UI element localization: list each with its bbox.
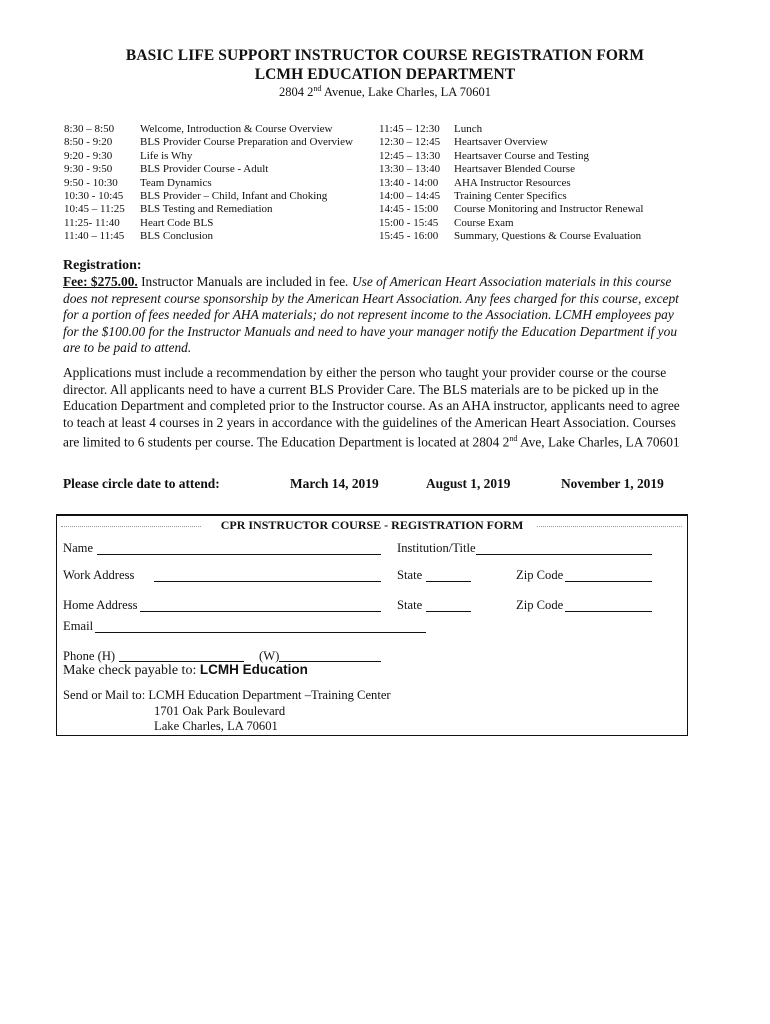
sponsorship-disclaimer: Use of American Heart Association materials in this course does not represent course sponsorship by the American Heart Association. Any fees charged for this course, except for a portion of fees needed for AHA materials; do not represent income to the Association. LCMH employees pay for the $100.00 for the Instructor Manuals and need to have your manager notify the Education Department if you are to be paid to attend. [63, 274, 679, 356]
registration-heading: Registration: [63, 258, 142, 273]
work-zip-label: Zip Code [516, 568, 564, 582]
date-prompt: Please circle date to attend: [63, 476, 220, 491]
schedule-time: 9:30 - 9:50 [64, 163, 113, 176]
payable-line: Make check payable to: LCMH Education [63, 662, 308, 678]
schedule-row [64, 203, 353, 216]
schedule-row [379, 190, 643, 203]
home-address-label: Home Address [63, 598, 138, 612]
schedule-time: 13:40 - 14:00 [379, 176, 439, 189]
schedule-item: BLS Testing and Remediation [140, 203, 273, 216]
schedule-item: Training Center Specifics [454, 190, 567, 203]
schedule-row [64, 136, 353, 149]
schedule-item: Life is Why [140, 149, 193, 162]
email-field[interactable] [95, 632, 426, 633]
schedule-item: Heart Code BLS [140, 216, 214, 229]
date-option[interactable]: March 14, 2019 [290, 476, 379, 491]
schedule-item: BLS Provider Course - Adult [140, 163, 269, 176]
schedule-time: 11:40 – 11:45 [64, 230, 125, 243]
home-state-label: State [397, 598, 423, 612]
mail-label: Send or Mail to: [63, 688, 149, 702]
schedule-item: Course Exam [454, 216, 514, 229]
name-field[interactable] [97, 554, 381, 555]
email-label: Email [63, 619, 94, 633]
date-option[interactable]: August 1, 2019 [426, 476, 511, 491]
phone-home-label: Phone (H) [63, 649, 116, 663]
schedule-time: 11:45 – 12:30 [379, 123, 440, 135]
work-zip-field[interactable] [565, 581, 652, 582]
schedule-time: 8:30 – 8:50 [64, 123, 115, 135]
schedule-time: 10:30 - 10:45 [64, 190, 124, 203]
schedule-time: 15:00 - 15:45 [379, 216, 439, 229]
schedule-row [379, 150, 643, 163]
schedule-item: BLS Conclusion [140, 230, 214, 243]
home-zip-label: Zip Code [516, 598, 564, 612]
schedule-row [379, 217, 643, 230]
applications-paragraph: Applications must include a recommendation by either the person who taught your provider course or the course director. All applicants need to have a current BLS Provider Care. The BLS materials are to be picked up in the Education Department and completed prior to the Instructor course. As an AHA instructor, applicants need to agree to teach at least 4 courses in 2 years in accordance with the guidelines of the American Heart Association. Courses are limited to 6 students per course. The Education Department is located at 2804 2nd Ave, Lake Charles, LA 70601 [63, 365, 680, 450]
mailing-address: Send or Mail to: LCMH Education Department –Training Center 1701 Oak Park Boulevard Lake Charles, LA 70601 [63, 688, 391, 733]
schedule-row [379, 163, 643, 176]
schedule-item: Summary, Questions & Course Evaluation [454, 230, 642, 243]
date-option[interactable]: November 1, 2019 [561, 476, 664, 491]
schedule-row [379, 123, 643, 136]
schedule-item: Welcome, Introduction & Course Overview [140, 123, 333, 135]
department-address: 2804 2nd Avenue, Lake Charles, LA 70601 [279, 84, 491, 100]
registration-form-box [56, 514, 688, 736]
schedule-item: Heartsaver Overview [454, 136, 548, 149]
schedule-row [64, 150, 353, 163]
work-address-field[interactable] [154, 581, 381, 582]
schedule-time: 8:50 - 9:20 [64, 136, 113, 149]
schedule-row [379, 177, 643, 190]
schedule-row [64, 217, 353, 230]
institution-field[interactable] [476, 554, 652, 555]
schedule-time: 10:45 – 11:25 [64, 203, 125, 216]
schedule-item: BLS Provider – Child, Infant and Choking [140, 190, 328, 203]
schedule-row [64, 123, 353, 136]
schedule-row [64, 163, 353, 176]
schedule-time: 12:30 – 12:45 [379, 136, 441, 149]
work-state-label: State [397, 568, 423, 582]
home-state-field[interactable] [426, 611, 471, 612]
schedule-time: 9:50 - 10:30 [64, 176, 118, 189]
schedule-item: Heartsaver Course and Testing [454, 149, 589, 162]
schedule-time: 14:00 – 14:45 [379, 190, 441, 203]
schedule-time: 9:20 - 9:30 [64, 149, 113, 162]
phone-work-label: (W) [259, 649, 280, 663]
schedule-item: Team Dynamics [140, 176, 212, 189]
schedule-row [379, 230, 643, 243]
schedule-row [379, 136, 643, 149]
fee-note: Instructor Manuals are included in fee [137, 274, 346, 289]
schedule-item: AHA Instructor Resources [454, 176, 571, 189]
form-title: BASIC LIFE SUPPORT INSTRUCTOR COURSE REGISTRATION FORM [125, 47, 645, 64]
schedule-item: Lunch [454, 123, 483, 135]
schedule-afternoon [379, 123, 643, 244]
schedule-time: 13:30 – 13:40 [379, 163, 441, 176]
work-state-field[interactable] [426, 581, 471, 582]
schedule-morning [64, 123, 353, 244]
schedule-time: 12:45 – 13:30 [379, 149, 441, 162]
institution-label: Institution/Title [397, 541, 476, 555]
schedule-item: BLS Provider Course Preparation and Overview [140, 136, 353, 149]
schedule-time: 15:45 - 16:00 [379, 230, 439, 243]
registration-paragraph: Fee: $275.00. Instructor Manuals are included in fee. Use of American Heart Association materials in this course does not represent course sponsorship by the American Heart Association. Any fees charged for this course, except for a portion of fees needed for AHA materials; do not represent income to the Association. LCMH employees pay for the $100.00 for the Instructor Manuals and need to have your manager notify the Education Department if you are to be paid to attend. [63, 274, 679, 356]
home-zip-field[interactable] [565, 611, 652, 612]
schedule-row [64, 230, 353, 243]
schedule-item: Heartsaver Blended Course [454, 163, 575, 176]
schedule-row [64, 177, 353, 190]
form-box-title: CPR INSTRUCTOR COURSE - REGISTRATION FORM [57, 518, 687, 533]
schedule-item: Course Monitoring and Instructor Renewal [454, 203, 644, 216]
name-label: Name [63, 541, 94, 555]
payable-name: LCMH Education [199, 662, 308, 677]
department-title: LCMH EDUCATION DEPARTMENT [254, 66, 516, 83]
schedule-time: 14:45 - 15:00 [379, 203, 439, 216]
schedule-row [64, 190, 353, 203]
schedule-row [379, 203, 643, 216]
work-address-label: Work Address [63, 568, 135, 582]
home-address-field[interactable] [140, 611, 381, 612]
schedule-time: 11:25- 11:40 [64, 216, 120, 229]
fee-amount: Fee: $275.00. [63, 274, 138, 289]
